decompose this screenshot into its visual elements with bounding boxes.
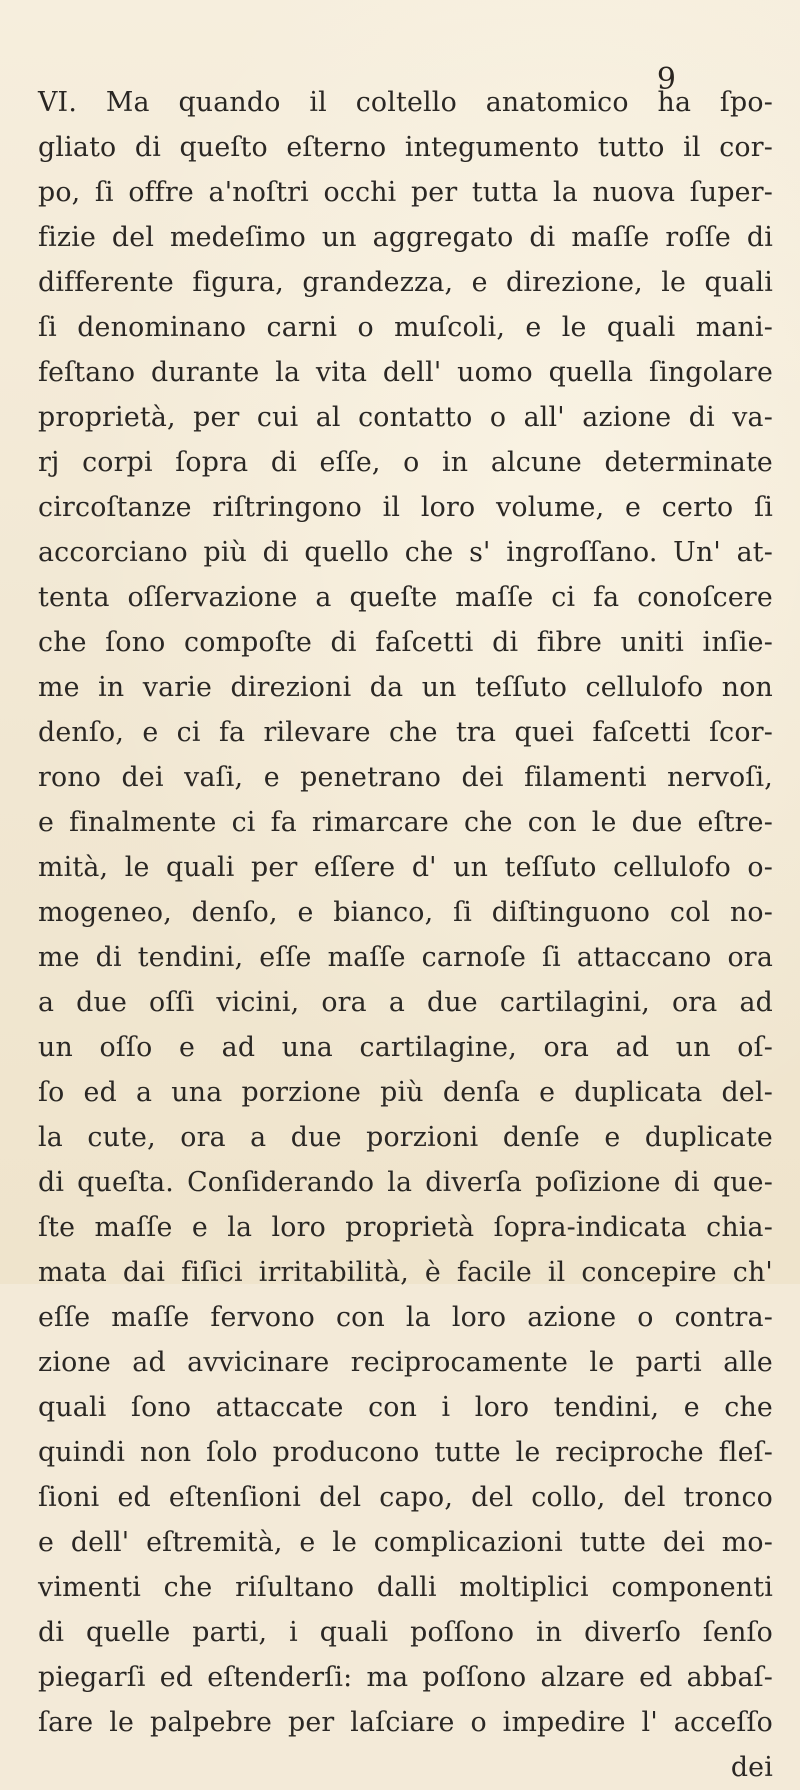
text-line: accorciano più di quello che s' ingroſſano. Un' at- [38, 537, 773, 568]
text-line: ſi denominano carni o muſcoli, e le quali mani- [38, 312, 773, 343]
text-line: eſſe maſſe fervono con la loro azione o contra- [38, 1302, 773, 1333]
text-line: gliato di queſto eſterno integumento tutto il cor- [38, 132, 773, 163]
body-text [38, 80, 773, 1790]
text-line: po, ſi offre a'noſtri occhi per tutta la nuova ſuper- [38, 177, 773, 208]
text-line: piegarſi ed eſtenderſi: ma poſſono alzare ed abbaſ- [38, 1662, 773, 1693]
text-line: rono dei vaſi, e penetrano dei filamenti nervoſi, [38, 762, 773, 793]
text-line: dei [730, 1752, 773, 1783]
text-line: feſtano durante la vita dell' uomo quella ſingolare [38, 357, 773, 388]
text-line: di quelle parti, i quali poſſono in diverſo ſenſo [38, 1617, 773, 1648]
text-line: un oſſo e ad una cartilagine, ora ad un oſ- [38, 1032, 773, 1063]
text-line: ſte maſſe e la loro proprietà ſopra-indicata chia- [38, 1212, 773, 1243]
text-line: proprietà, per cui al contatto o all' azione di va- [38, 402, 773, 433]
text-line: differente figura, grandezza, e direzione, le quali [38, 267, 773, 298]
text-line: denſo, e ci fa rilevare che tra quei faſcetti ſcor- [38, 717, 773, 748]
text-line: rj corpi ſopra di eſſe, o in alcune determinate [38, 447, 773, 478]
text-line: ſo ed a una porzione più denſa e duplicata del- [38, 1077, 773, 1108]
text-line: a due oſſi vicini, ora a due cartilagini, ora ad [38, 987, 773, 1018]
text-line: mità, le quali per eſſere d' un teſſuto cellulofo o- [38, 852, 773, 883]
text-line: me di tendini, eſſe maſſe carnoſe ſi attaccano ora [38, 942, 773, 973]
text-line: fizie del medeſimo un aggregato di maſſe roſſe di [38, 222, 773, 253]
text-line: vimenti che riſultano dalli moltiplici componenti [38, 1572, 773, 1603]
text-line: che ſono compoſte di faſcetti di fibre uniti inſie- [38, 627, 773, 658]
text-line: e finalmente ci fa rimarcare che con le due eſtre- [38, 807, 773, 838]
text-line: me in varie direzioni da un teſſuto cellulofo non [38, 672, 773, 703]
text-line: tenta oſſervazione a queſte maſſe ci fa conoſcere [38, 582, 773, 613]
text-line: quindi non ſolo producono tutte le reciproche fleſ- [38, 1437, 773, 1468]
text-line: quali ſono attaccate con i loro tendini, e che [38, 1392, 773, 1423]
text-line: VI. Ma quando il coltello anatomico ha ſpo- [38, 87, 773, 118]
page-number: 9 [656, 62, 676, 97]
text-line: ſare le palpebre per laſciare o impedire l' acceſſo [38, 1707, 773, 1738]
text-line: zione ad avvicinare reciprocamente le parti alle [38, 1347, 773, 1378]
text-line: ſioni ed eſtenſioni del capo, del collo, del tronco [38, 1482, 773, 1513]
text-line: mogeneo, denſo, e bianco, ſi diſtinguono col no- [38, 897, 773, 928]
text-line: mata dai fiſici irritabilità, è facile il concepire ch' [38, 1257, 773, 1288]
text-line: e dell' eſtremità, e le complicazioni tutte dei mo- [38, 1527, 773, 1558]
text-line: di queſta. Conſiderando la diverſa poſizione di que- [38, 1167, 773, 1198]
text-line: circoſtanze riſtringono il loro volume, e certo ſi [38, 492, 773, 523]
text-line: la cute, ora a due porzioni denſe e duplicate [38, 1122, 773, 1153]
